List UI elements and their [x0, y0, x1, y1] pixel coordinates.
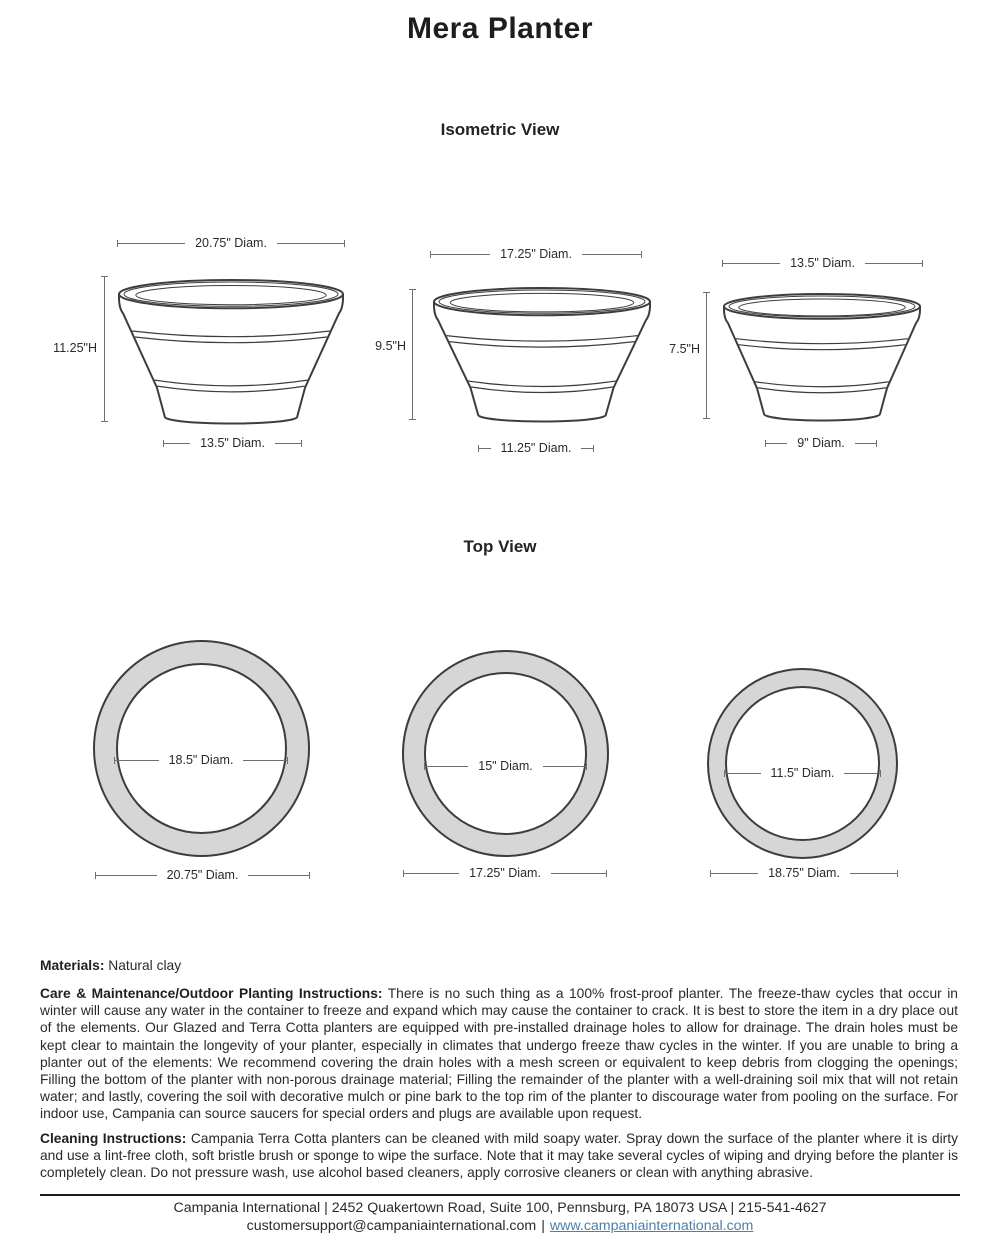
dim-label: 18.5" Diam.	[168, 753, 234, 767]
dim-outer-diameter-ring-2	[403, 866, 607, 880]
footer-separator: |	[541, 1218, 545, 1234]
dim-height-line-planter-3	[702, 292, 710, 419]
cleaning-instructions-label: Cleaning Instructions:	[40, 1131, 187, 1146]
cleaning-instructions	[40, 1130, 958, 1182]
footer-address: Campania International | 2452 Quakertown Road, Suite 100, Pennsburg, PA 18073 USA | 215-541-4627	[173, 1200, 827, 1216]
care-instructions	[40, 985, 958, 1123]
dim-height-line-planter-1	[100, 276, 108, 422]
top-view-ring-2-opening	[424, 672, 587, 835]
footer-email: customersupport@campaniainternational.com	[246, 1218, 537, 1234]
dim-top-diameter-planter-3	[722, 256, 923, 270]
footer-divider	[40, 1194, 960, 1196]
top-view-ring-2	[402, 650, 609, 857]
planter-drawing-1	[117, 278, 345, 425]
dim-label: 18.75" Diam.	[768, 866, 840, 880]
top-view-ring-1-opening	[116, 663, 287, 834]
dim-bottom-diameter-planter-1	[163, 436, 302, 450]
dim-bottom-diameter-planter-3	[765, 436, 877, 450]
dim-height-label-planter-3: 7.5"H	[669, 342, 700, 356]
isometric-view-heading: Isometric View	[440, 120, 560, 139]
dim-label: 17.25" Diam.	[469, 866, 541, 880]
dim-outer-diameter-ring-1	[95, 868, 310, 882]
dim-inner-diameter-ring-3	[724, 766, 881, 780]
dim-top-diameter-planter-2	[430, 247, 642, 261]
dim-height-label-planter-1: 11.25"H	[53, 341, 97, 355]
dim-outer-diameter-ring-3	[710, 866, 898, 880]
materials-value: Natural clay	[108, 958, 182, 973]
planter-drawing-3	[722, 292, 922, 422]
dim-height-line-planter-2	[408, 289, 416, 420]
dim-inner-diameter-ring-1	[114, 753, 288, 767]
materials-label: Materials:	[40, 958, 105, 973]
dim-label: 13.5" Diam.	[200, 436, 265, 450]
cleaning-instructions-text: Campania Terra Cotta planters can be cleaned with mild soapy water. Spray down the surface of the planter where it is dirty and use a lint-free cloth, soft bristle brush or sponge to wipe the surface. Note that it may take several cycles of wiping and drying before the planter is completely clean. Do not pressure wash, use alcohol based cleaners, apply corrosive cleaners or clean with anything abrasive.	[40, 1131, 958, 1181]
top-view-ring-3-opening	[725, 686, 880, 841]
materials-line	[40, 957, 958, 974]
dim-height-label-planter-2: 9.5"H	[375, 339, 406, 353]
dim-label: 13.5" Diam.	[790, 256, 855, 270]
dim-label: 11.5" Diam.	[770, 766, 835, 780]
care-instructions-text: There is no such thing as a 100% frost-proof planter. The freeze-thaw cycles that occur in winter will cause any water in the container to freeze and expand which may cause the container to crack. It is best to store the item in a dry place out of the elements. Our Glazed and Terra Cotta planters are equipped with pre-installed drainage holes to allow for drainage. The drain holes must be kept clear to maintain the longevity of your planter, especially in climates that undergo freeze thaw cycles in the winter. If you are unable to bring a planter out of the elements: We recommend covering the drain holes with a mesh screen or equivalent to keep debris from clogging the openings; Filling the bottom of the planter with non-porous drainage material; Filling the remainder of the planter with a well-draining soil mix that will not retain water; and lastly, covering the soil with decorative mulch or pine bark to the top rim of the planter to discourage water from pooling on the surface. For indoor use, Campania can source saucers for special orders and plugs are available upon request.	[40, 986, 958, 1122]
dim-label: 20.75" Diam.	[166, 868, 239, 882]
dim-inner-diameter-ring-2	[424, 759, 587, 773]
dim-top-diameter-planter-1	[117, 236, 345, 250]
dim-label: 9" Diam.	[797, 436, 845, 450]
dim-bottom-diameter-planter-2	[478, 441, 594, 455]
top-view-ring-1	[93, 640, 310, 857]
dim-label: 20.75" Diam.	[195, 236, 267, 250]
top-view-heading: Top View	[463, 537, 537, 556]
dim-label: 11.25" Diam.	[500, 441, 572, 455]
footer-contact	[0, 1218, 1000, 1234]
page-title: Mera Planter	[406, 12, 594, 45]
top-view-ring-3	[707, 668, 898, 859]
care-instructions-label: Care & Maintenance/Outdoor Planting Instructions:	[40, 986, 383, 1001]
planter-drawing-2	[432, 286, 652, 423]
footer-website-link[interactable]: www.campaniainternational.com	[549, 1218, 754, 1234]
dim-label: 17.25" Diam.	[500, 247, 572, 261]
dim-label: 15" Diam.	[478, 759, 533, 773]
